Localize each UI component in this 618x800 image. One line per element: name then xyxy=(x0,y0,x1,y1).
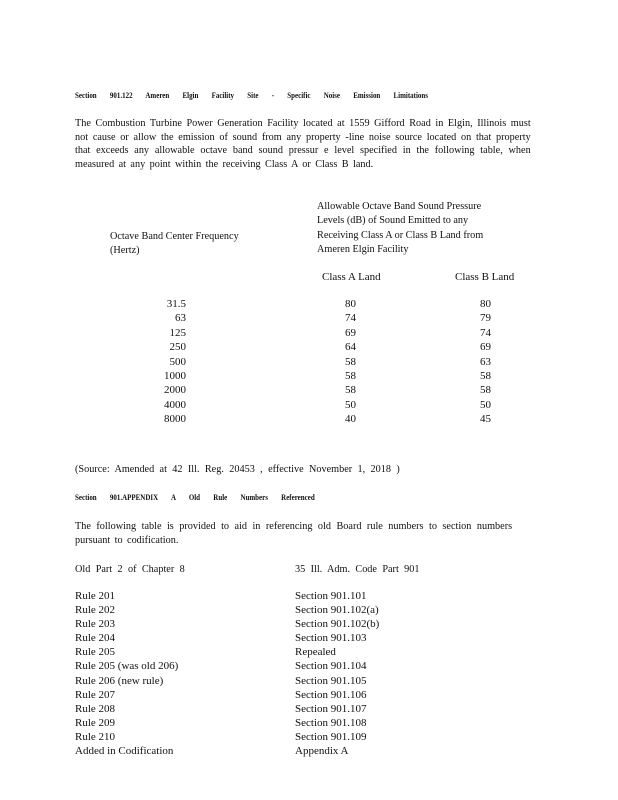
frequency-header-line1: Octave Band Center Frequency xyxy=(110,230,239,242)
class-b-cell: 45 xyxy=(480,413,491,426)
allowable-levels-header: Allowable Octave Band Sound Pressure Levels (dB) of Sound Emitted to any Receiving Class A or Class B Land from Ameren Elgin Facility xyxy=(317,200,484,256)
frequency-cell: 63 xyxy=(175,312,186,325)
class-b-cell: 79 xyxy=(480,312,491,325)
old-rule-item: Rule 205 (was old 206) xyxy=(75,660,179,673)
new-section-item: Section 901.109 xyxy=(295,730,367,743)
frequency-column-header xyxy=(110,229,239,258)
new-section-item: Section 901.105 xyxy=(295,674,367,687)
class-b-cell: 63 xyxy=(480,355,491,368)
class-b-cell: 74 xyxy=(480,326,491,339)
new-section-item: Section 901.103 xyxy=(295,632,367,645)
frequency-cell: 31.5 xyxy=(166,298,186,310)
old-rule-item: Rule 205 xyxy=(75,646,116,659)
new-section-item: Section 901.102(a) xyxy=(295,604,379,617)
old-rule-item: Rule 207 xyxy=(75,688,116,701)
class-b-cell: 50 xyxy=(480,398,491,411)
new-section-item: Section 901.106 xyxy=(295,688,367,701)
old-rule-item: Rule 210 xyxy=(75,730,116,743)
old-rule-item: Rule 203 xyxy=(75,618,116,631)
class-a-column-header: Class A Land xyxy=(322,271,381,283)
class-b-cell: 58 xyxy=(480,384,491,397)
frequency-cell: 1000 xyxy=(164,370,186,382)
new-section-item: Section 901.101 xyxy=(295,590,367,602)
class-a-cell: 74 xyxy=(345,312,356,325)
source-note: (Source: Amended at 42 Ill. Reg. 20453 , effective November 1, 2018 ) xyxy=(75,463,400,475)
old-rules-column-header: Old Part 2 of Chapter 8 xyxy=(75,563,185,575)
old-rule-item: Rule 204 xyxy=(75,632,116,645)
class-a-cell: 58 xyxy=(345,355,356,368)
class-a-cell: 64 xyxy=(345,341,356,354)
new-sections-list xyxy=(295,589,379,758)
frequency-cell: 8000 xyxy=(164,413,186,426)
old-rule-item: Rule 206 (new rule) xyxy=(75,674,164,687)
old-rule-item: Added in Codification xyxy=(75,745,174,758)
class-a-cell: 58 xyxy=(345,370,356,382)
new-section-item: Section 901.104 xyxy=(295,660,367,673)
class-a-cell: 80 xyxy=(345,298,356,310)
frequency-cell: 500 xyxy=(169,355,186,368)
new-section-item: Section 901.107 xyxy=(295,702,367,715)
class-b-cell: 58 xyxy=(480,370,491,382)
class-a-cell: 40 xyxy=(345,413,356,426)
old-rule-item: Rule 209 xyxy=(75,716,116,729)
old-rule-item: Rule 201 xyxy=(75,590,116,602)
section-paragraph-901-122: The Combustion Turbine Power Generation Facility located at 1559 Gifford Road in Elgin, Illinois must not cause or allow the emission of sound from any property -line noise source located on that property that exceeds any allowable octave band sound pressur e level specified in the following table, when measured at any point within the receiving Class A or Class B land. xyxy=(75,117,531,170)
new-section-item: Section 901.102(b) xyxy=(295,618,380,631)
section-heading-appendix-a: Section 901.APPENDIX A Old Rule Numbers Referenced xyxy=(75,492,315,502)
frequency-cell: 4000 xyxy=(164,398,186,411)
old-rules-list xyxy=(75,589,178,758)
class-b-cell: 69 xyxy=(480,341,491,354)
new-section-item: Appendix A xyxy=(295,745,349,758)
class-a-cell: 50 xyxy=(345,398,356,411)
frequency-cell: 250 xyxy=(169,341,186,354)
class-b-cell: 80 xyxy=(480,298,491,310)
class-a-cell: 69 xyxy=(345,326,356,339)
appendix-paragraph: The following table is provided to aid in referencing old Board rule numbers to section numbers pursuant to codification. xyxy=(75,520,513,546)
old-rule-item: Rule 208 xyxy=(75,702,116,715)
class-a-cell: 58 xyxy=(345,384,356,397)
section-heading-901-122: Section 901.122 Ameren Elgin Facility Site - Specific Noise Emission Limitations xyxy=(75,90,429,100)
frequency-header-line2: (Hertz) xyxy=(110,244,140,257)
frequency-cell: 125 xyxy=(169,326,186,339)
new-section-item: Section 901.108 xyxy=(295,716,367,729)
new-sections-column-header: 35 Ill. Adm. Code Part 901 xyxy=(295,563,420,575)
new-section-item: Repealed xyxy=(295,646,336,659)
old-rule-item: Rule 202 xyxy=(75,604,116,617)
class-b-column-header: Class B Land xyxy=(455,271,515,283)
frequency-cell: 2000 xyxy=(164,384,186,397)
